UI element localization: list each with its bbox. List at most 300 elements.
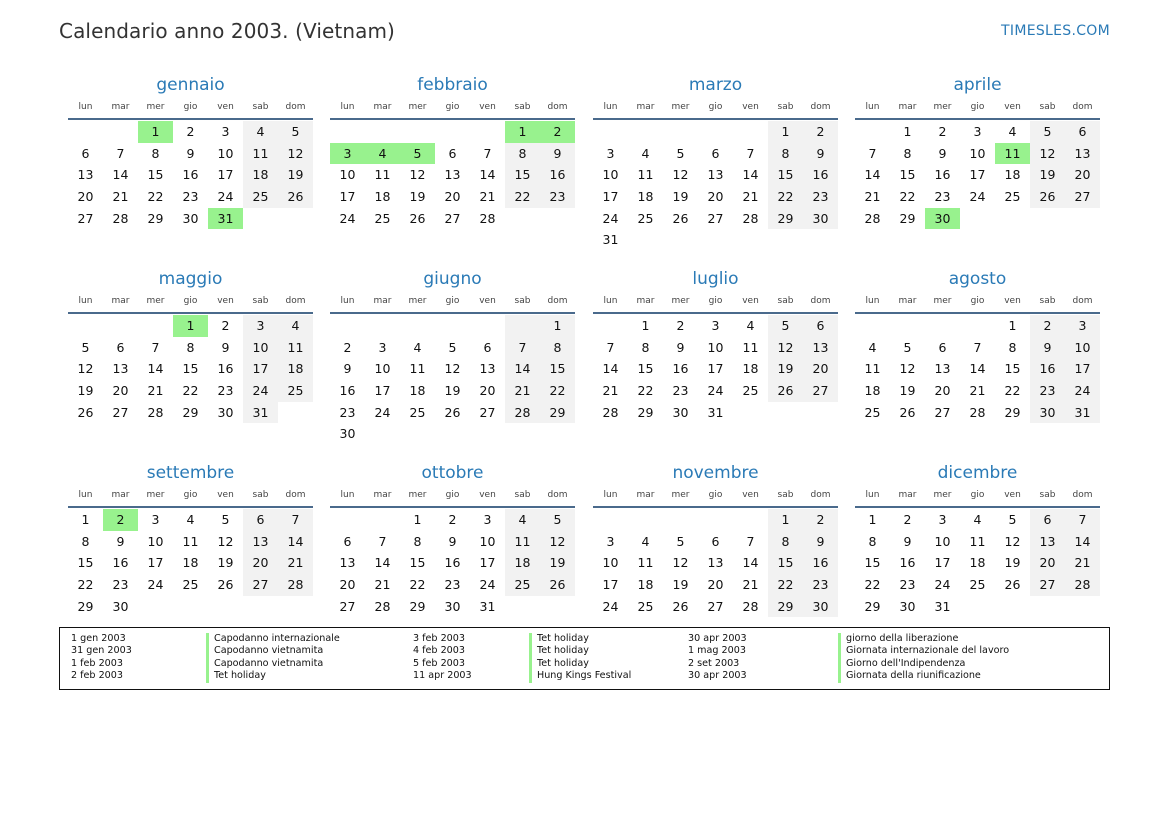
month-febbraio xyxy=(330,74,575,229)
weekday-label: mar xyxy=(373,102,392,112)
day-cell: 12 xyxy=(77,361,94,377)
empty-cell xyxy=(400,315,435,337)
empty-cell xyxy=(628,509,663,531)
day-cell: 28 xyxy=(278,574,313,596)
day-cell: 19 xyxy=(409,189,426,205)
weekday-label: ven xyxy=(1004,296,1021,306)
month-name: settembre xyxy=(146,463,235,483)
weekday-label: sab xyxy=(777,296,794,306)
holiday-date: 1 mag 2003 xyxy=(688,645,746,657)
day-cell: 17 xyxy=(602,577,619,593)
weekday-header xyxy=(855,290,1100,314)
day-cell: 25 xyxy=(637,210,654,226)
day-cell: 21 xyxy=(742,189,759,205)
day-cell: 18 xyxy=(742,361,759,377)
day-cell: 29 xyxy=(147,210,164,226)
month-marzo xyxy=(593,74,838,251)
day-cell: 29 xyxy=(899,210,916,226)
day-cell: 4 xyxy=(868,339,877,355)
day-cell: 11 xyxy=(182,533,199,549)
day-cell: 21 xyxy=(147,383,164,399)
day-cell: 17 xyxy=(374,383,391,399)
day-cell: 8 xyxy=(903,145,912,161)
empty-cell xyxy=(890,315,925,337)
day-cell: 3 xyxy=(1065,315,1100,337)
day-cell: 4 xyxy=(243,121,278,143)
holiday-day-cell: 4 xyxy=(365,143,400,165)
day-cell: 27 xyxy=(707,210,724,226)
weekday-label: dom xyxy=(547,102,568,112)
weekday-label: sab xyxy=(514,490,531,500)
day-cell: 24 xyxy=(602,598,619,614)
day-cell: 28 xyxy=(112,210,129,226)
day-cell: 15 xyxy=(899,167,916,183)
day-grid xyxy=(68,121,313,229)
empty-cell xyxy=(698,509,733,531)
day-cell: 26 xyxy=(540,574,575,596)
day-cell: 10 xyxy=(969,145,986,161)
day-cell: 27 xyxy=(803,380,838,402)
weekday-label: sab xyxy=(777,490,794,500)
day-cell: 21 xyxy=(1065,552,1100,574)
weekday-header xyxy=(855,484,1100,508)
empty-cell xyxy=(855,315,890,337)
day-cell: 10 xyxy=(243,337,278,359)
weekday-label: sab xyxy=(777,102,794,112)
weekday-label: dom xyxy=(1072,102,1093,112)
empty-cell xyxy=(698,121,733,143)
day-cell: 29 xyxy=(182,404,199,420)
day-cell: 5 xyxy=(81,339,90,355)
day-cell: 13 xyxy=(934,361,951,377)
holiday-name-column xyxy=(206,633,340,683)
empty-cell xyxy=(855,121,890,143)
day-cell: 16 xyxy=(182,167,199,183)
day-cell: 3 xyxy=(711,318,720,333)
day-cell: 13 xyxy=(444,167,461,183)
day-cell: 4 xyxy=(1008,124,1017,139)
holiday-name: Giornata internazionale del lavoro xyxy=(838,645,1009,657)
day-cell: 31 xyxy=(602,232,619,248)
day-cell: 25 xyxy=(182,577,199,593)
holiday-name: Capodanno vietnamita xyxy=(206,658,340,670)
day-cell: 28 xyxy=(374,598,391,614)
day-cell: 23 xyxy=(934,189,951,205)
day-cell: 19 xyxy=(217,555,234,571)
day-cell: 29 xyxy=(409,598,426,614)
empty-cell xyxy=(68,121,103,143)
day-cell: 6 xyxy=(81,145,90,161)
day-cell: 28 xyxy=(742,598,759,614)
month-name: novembre xyxy=(672,463,759,483)
holiday-day-cell: 11 xyxy=(995,143,1030,165)
weekday-label: lun xyxy=(865,296,880,306)
day-cell: 13 xyxy=(1065,143,1100,165)
weekday-label: mar xyxy=(636,490,655,500)
day-cell: 28 xyxy=(602,404,619,420)
day-cell: 26 xyxy=(672,210,689,226)
weekday-label: mar xyxy=(111,296,130,306)
day-cell: 14 xyxy=(742,167,759,183)
day-cell: 27 xyxy=(339,598,356,614)
day-cell: 3 xyxy=(221,124,230,139)
day-cell: 29 xyxy=(77,598,94,614)
day-cell: 15 xyxy=(768,552,803,574)
weekday-label: gio xyxy=(708,102,723,112)
day-cell: 15 xyxy=(768,164,803,186)
day-cell: 5 xyxy=(278,121,313,143)
day-cell: 12 xyxy=(672,555,689,571)
weekday-label: ven xyxy=(217,296,234,306)
empty-cell xyxy=(593,509,628,531)
day-cell: 22 xyxy=(505,186,540,208)
day-cell: 1 xyxy=(641,318,650,333)
day-cell: 23 xyxy=(803,574,838,596)
empty-cell xyxy=(365,315,400,337)
day-cell: 1 xyxy=(413,512,422,527)
day-cell: 31 xyxy=(1065,402,1100,424)
weekday-label: ven xyxy=(742,102,759,112)
day-cell: 5 xyxy=(221,512,230,527)
weekday-label: dom xyxy=(1072,490,1093,500)
day-cell: 6 xyxy=(1065,121,1100,143)
day-cell: 6 xyxy=(483,339,492,355)
day-cell: 12 xyxy=(899,361,916,377)
day-cell: 30 xyxy=(182,210,199,226)
holiday-name: Tet holiday xyxy=(206,670,340,682)
day-cell: 17 xyxy=(147,555,164,571)
weekday-label: dom xyxy=(547,490,568,500)
day-cell: 23 xyxy=(540,186,575,208)
month-name: ottobre xyxy=(421,463,484,483)
month-gennaio xyxy=(68,74,313,229)
holiday-name: Giornata della riunificazione xyxy=(838,670,1009,682)
weekday-label: mer xyxy=(671,102,690,112)
empty-cell xyxy=(663,121,698,143)
day-cell: 5 xyxy=(903,339,912,355)
weekday-label: mar xyxy=(636,296,655,306)
weekday-label: gio xyxy=(970,296,985,306)
month-giugno xyxy=(330,268,575,445)
day-cell: 27 xyxy=(243,574,278,596)
day-cell: 16 xyxy=(899,555,916,571)
month-name: gennaio xyxy=(156,75,225,95)
month-name: marzo xyxy=(688,75,743,95)
day-cell: 28 xyxy=(479,210,496,226)
day-cell: 12 xyxy=(278,143,313,165)
day-cell: 26 xyxy=(444,404,461,420)
day-cell: 8 xyxy=(413,533,422,549)
day-cell: 17 xyxy=(707,361,724,377)
site-link[interactable]: TIMESLES.COM xyxy=(1001,23,1110,39)
day-cell: 1 xyxy=(768,509,803,531)
day-cell: 15 xyxy=(77,555,94,571)
empty-cell xyxy=(365,509,400,531)
weekday-header xyxy=(855,96,1100,120)
day-cell: 14 xyxy=(479,167,496,183)
day-cell: 27 xyxy=(707,598,724,614)
day-cell: 8 xyxy=(540,337,575,359)
day-cell: 7 xyxy=(151,339,160,355)
day-cell: 5 xyxy=(448,339,457,355)
weekday-label: mer xyxy=(671,296,690,306)
day-cell: 2 xyxy=(903,512,912,527)
day-cell: 7 xyxy=(278,509,313,531)
holiday-day-cell: 30 xyxy=(925,208,960,230)
weekday-label: lun xyxy=(603,490,618,500)
day-cell: 17 xyxy=(339,189,356,205)
day-cell: 19 xyxy=(1030,164,1065,186)
day-cell: 3 xyxy=(378,339,387,355)
holiday-name: Tet holiday xyxy=(529,633,631,645)
day-grid xyxy=(855,315,1100,423)
day-cell: 10 xyxy=(602,555,619,571)
weekday-label: gio xyxy=(970,490,985,500)
weekday-header xyxy=(330,96,575,120)
holiday-date: 5 feb 2003 xyxy=(413,657,465,669)
holiday-list xyxy=(59,627,1110,690)
day-cell: 16 xyxy=(1030,358,1065,380)
weekday-label: ven xyxy=(742,296,759,306)
day-cell: 14 xyxy=(742,555,759,571)
weekday-label: ven xyxy=(479,490,496,500)
empty-cell xyxy=(68,315,103,337)
day-cell: 1 xyxy=(868,512,877,527)
day-cell: 24 xyxy=(243,380,278,402)
day-cell: 20 xyxy=(707,189,724,205)
weekday-label: dom xyxy=(285,296,306,306)
day-cell: 20 xyxy=(77,189,94,205)
day-cell: 2 xyxy=(1030,315,1065,337)
day-cell: 26 xyxy=(768,380,803,402)
day-cell: 23 xyxy=(339,404,356,420)
day-cell: 3 xyxy=(606,145,615,161)
day-cell: 20 xyxy=(339,577,356,593)
weekday-label: ven xyxy=(1004,102,1021,112)
day-cell: 1 xyxy=(768,121,803,143)
day-cell: 24 xyxy=(339,210,356,226)
day-cell: 22 xyxy=(864,577,881,593)
day-cell: 31 xyxy=(934,598,951,614)
day-cell: 10 xyxy=(217,145,234,161)
holiday-name: Tet holiday xyxy=(529,645,631,657)
day-cell: 7 xyxy=(606,339,615,355)
day-cell: 4 xyxy=(641,145,650,161)
day-cell: 28 xyxy=(969,404,986,420)
weekday-label: lun xyxy=(340,296,355,306)
day-cell: 15 xyxy=(505,164,540,186)
empty-cell xyxy=(435,121,470,143)
weekday-label: ven xyxy=(1004,490,1021,500)
day-cell: 4 xyxy=(641,533,650,549)
empty-cell xyxy=(925,315,960,337)
day-cell: 9 xyxy=(221,339,230,355)
day-cell: 18 xyxy=(278,358,313,380)
weekday-header xyxy=(593,290,838,314)
day-cell: 15 xyxy=(147,167,164,183)
day-cell: 22 xyxy=(409,577,426,593)
day-cell: 7 xyxy=(746,145,755,161)
day-cell: 30 xyxy=(444,598,461,614)
month-dicembre xyxy=(855,462,1100,617)
day-cell: 20 xyxy=(1065,164,1100,186)
month-agosto xyxy=(855,268,1100,423)
day-cell: 30 xyxy=(112,598,129,614)
empty-cell xyxy=(470,121,505,143)
day-cell: 16 xyxy=(112,555,129,571)
day-cell: 10 xyxy=(707,339,724,355)
weekday-label: mer xyxy=(933,102,952,112)
day-cell: 17 xyxy=(969,167,986,183)
weekday-label: gio xyxy=(970,102,985,112)
weekday-label: lun xyxy=(78,296,93,306)
weekday-label: sab xyxy=(252,296,269,306)
day-cell: 3 xyxy=(973,124,982,139)
holiday-date: 30 apr 2003 xyxy=(688,633,747,644)
holiday-name: Capodanno vietnamita xyxy=(206,645,340,657)
day-cell: 17 xyxy=(479,555,496,571)
day-cell: 29 xyxy=(1004,404,1021,420)
day-cell: 7 xyxy=(505,337,540,359)
day-cell: 25 xyxy=(1004,189,1021,205)
day-cell: 12 xyxy=(1004,533,1021,549)
day-cell: 29 xyxy=(540,402,575,424)
holiday-name-column xyxy=(529,633,631,683)
day-cell: 6 xyxy=(343,533,352,549)
holiday-date: 31 gen 2003 xyxy=(71,645,132,657)
day-cell: 2 xyxy=(938,124,947,139)
day-cell: 29 xyxy=(864,598,881,614)
weekday-label: sab xyxy=(252,490,269,500)
day-cell: 7 xyxy=(116,145,125,161)
empty-cell xyxy=(960,315,995,337)
day-cell: 18 xyxy=(182,555,199,571)
month-ottobre xyxy=(330,462,575,617)
day-cell: 5 xyxy=(1030,121,1065,143)
weekday-header xyxy=(68,96,313,120)
day-cell: 5 xyxy=(676,145,685,161)
day-cell: 19 xyxy=(899,383,916,399)
day-cell: 19 xyxy=(77,383,94,399)
weekday-label: mar xyxy=(111,102,130,112)
weekday-label: mer xyxy=(146,296,165,306)
day-cell: 16 xyxy=(803,164,838,186)
weekday-label: sab xyxy=(514,296,531,306)
holiday-day-cell: 3 xyxy=(330,143,365,165)
day-cell: 25 xyxy=(969,577,986,593)
day-cell: 16 xyxy=(217,361,234,377)
day-cell: 14 xyxy=(374,555,391,571)
weekday-label: lun xyxy=(603,102,618,112)
weekday-label: ven xyxy=(479,102,496,112)
day-cell: 21 xyxy=(479,189,496,205)
holiday-date: 30 apr 2003 xyxy=(688,670,747,682)
weekday-label: mer xyxy=(671,490,690,500)
day-cell: 14 xyxy=(864,167,881,183)
day-cell: 23 xyxy=(182,189,199,205)
day-cell: 27 xyxy=(77,210,94,226)
day-grid xyxy=(330,121,575,229)
day-grid xyxy=(593,315,838,423)
day-cell: 29 xyxy=(637,404,654,420)
day-cell: 30 xyxy=(803,596,838,618)
month-name: maggio xyxy=(158,269,223,289)
day-cell: 1 xyxy=(1008,318,1017,333)
empty-cell xyxy=(593,121,628,143)
day-cell: 14 xyxy=(602,361,619,377)
day-cell: 30 xyxy=(803,208,838,230)
day-cell: 9 xyxy=(903,533,912,549)
day-cell: 3 xyxy=(606,533,615,549)
day-cell: 14 xyxy=(147,361,164,377)
day-cell: 13 xyxy=(707,167,724,183)
day-cell: 20 xyxy=(1030,552,1065,574)
day-cell: 11 xyxy=(742,339,759,355)
day-cell: 23 xyxy=(672,383,689,399)
day-cell: 9 xyxy=(803,143,838,165)
empty-cell xyxy=(733,121,768,143)
day-cell: 17 xyxy=(243,358,278,380)
day-cell: 20 xyxy=(243,552,278,574)
weekday-label: mar xyxy=(898,490,917,500)
day-cell: 31 xyxy=(243,402,278,424)
day-cell: 7 xyxy=(1065,509,1100,531)
day-cell: 9 xyxy=(676,339,685,355)
day-cell: 14 xyxy=(505,358,540,380)
day-cell: 24 xyxy=(1065,380,1100,402)
day-cell: 28 xyxy=(147,404,164,420)
day-cell: 9 xyxy=(448,533,457,549)
day-cell: 28 xyxy=(505,402,540,424)
day-cell: 21 xyxy=(864,189,881,205)
day-cell: 22 xyxy=(768,574,803,596)
day-cell: 22 xyxy=(182,383,199,399)
day-cell: 22 xyxy=(768,186,803,208)
day-cell: 21 xyxy=(742,577,759,593)
weekday-label: mar xyxy=(111,490,130,500)
day-cell: 29 xyxy=(768,596,803,618)
weekday-label: ven xyxy=(742,490,759,500)
day-cell: 2 xyxy=(221,318,230,333)
day-cell: 5 xyxy=(676,533,685,549)
day-grid xyxy=(330,315,575,445)
weekday-label: dom xyxy=(547,296,568,306)
day-cell: 4 xyxy=(973,512,982,527)
day-cell: 10 xyxy=(339,167,356,183)
weekday-label: mer xyxy=(146,102,165,112)
day-cell: 30 xyxy=(217,404,234,420)
day-cell: 14 xyxy=(112,167,129,183)
day-cell: 13 xyxy=(77,167,94,183)
day-cell: 4 xyxy=(505,509,540,531)
holiday-date-column xyxy=(688,633,747,683)
weekday-label: mer xyxy=(408,102,427,112)
holiday-date: 1 feb 2003 xyxy=(71,657,123,669)
day-cell: 8 xyxy=(768,531,803,553)
holiday-day-cell: 1 xyxy=(138,121,173,143)
weekday-label: gio xyxy=(708,490,723,500)
day-cell: 4 xyxy=(278,315,313,337)
weekday-label: lun xyxy=(340,102,355,112)
day-cell: 11 xyxy=(374,167,391,183)
holiday-day-cell: 1 xyxy=(505,121,540,143)
day-cell: 26 xyxy=(672,598,689,614)
holiday-day-cell: 2 xyxy=(103,509,138,531)
day-cell: 3 xyxy=(938,512,947,527)
weekday-label: mer xyxy=(146,490,165,500)
weekday-label: ven xyxy=(217,490,234,500)
day-cell: 12 xyxy=(540,531,575,553)
